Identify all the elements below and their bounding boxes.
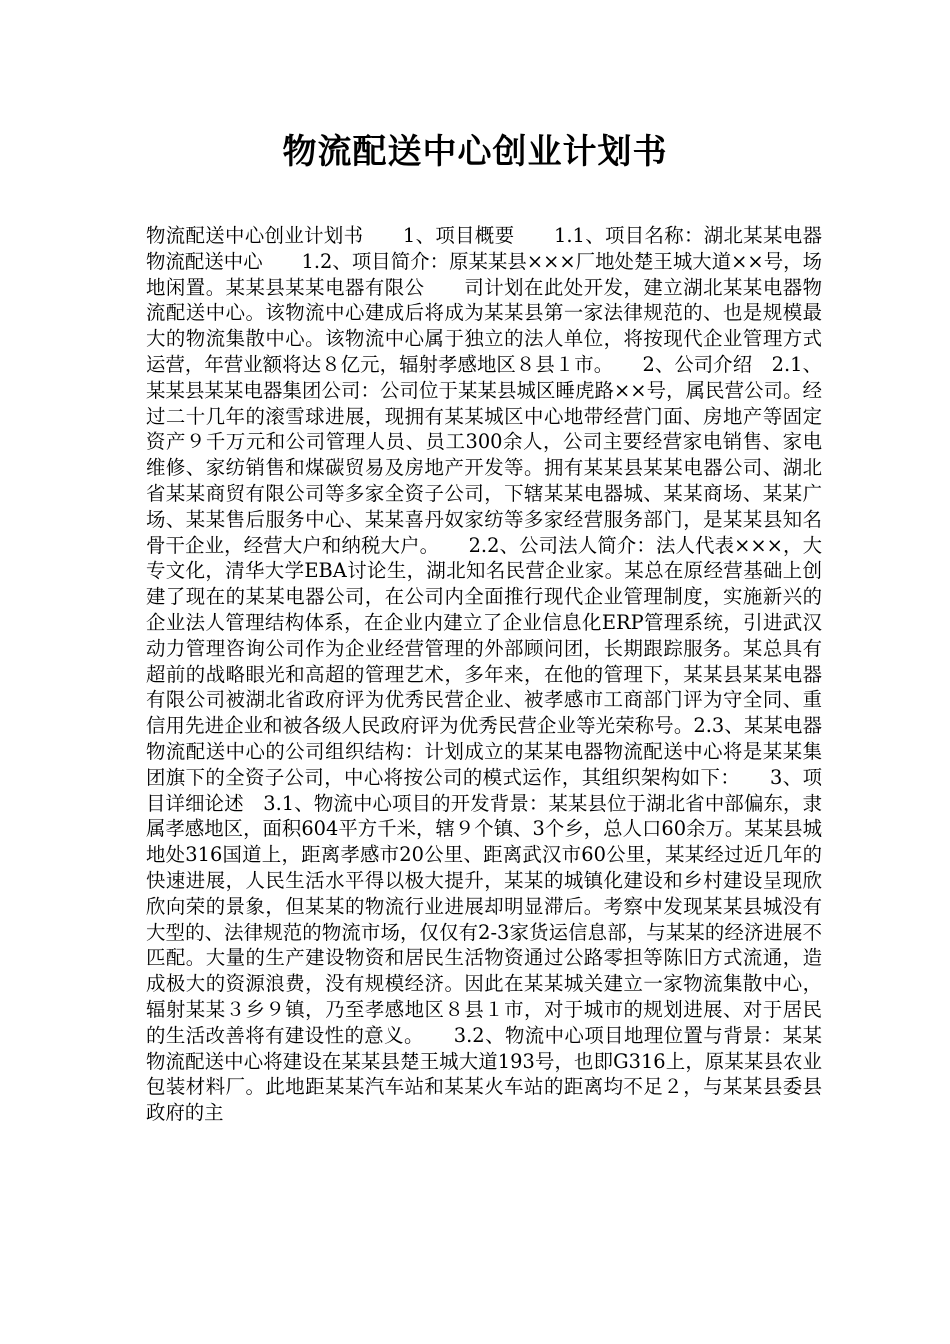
document-title: 物流配送中心创业计划书 (282, 132, 668, 172)
document-body-text: 物流配送中心创业计划书 1、项目概要 1.1、项目名称：湖北某某电器物流配送中心 1.2、项目简介：原某某县×××厂地处楚王城大道××号，场地闲置。某某县某某电器有限公 司计划在此处开发，建立湖北某某电器物流配送中心。该物流中心建成后将成为某某县第一家法律规范的、也是规模最大的物流集散中心。该物流中心属于独立的法人单位，将按现代企业管理方式运营，年营业额将达８亿元，辐射孝感地区８县１市。 2、公司介绍 2.1、某某县某某电器集团公司：公司位于某某县城区睡虎路××号，属民营公司。经过二十几年的滚雪球进展，现拥有某某城区中心地带经营门面、房地产等固定资产９千万元和公司管理人员、员工300余人，公司主要经营家电销售、家电维修、家纺销售和煤碳贸易及房地产开发等。拥有某某县某某电器公司、湖北省某某商贸有限公司等多家全资子公司，下辖某某电器城、某某商场、某某广场、某某售后服务中心、某某喜丹奴家纺等多家经营服务部门，是某某县知名骨干企业，经营大户和纳税大户。 2.2、公司法人简介：法人代表×××，大专文化，清华大学EBA讨论生，湖北知名民营企业家。某总在原经营基础上创建了现在的某某电器公司，在公司内全面推行现代企业管理制度，实施新兴的企业法人管理结构体系，在企业内建立了企业信息化ERP管理系统，引进武汉动力管理咨询公司作为企业经营管理的外部顾问团，长期跟踪服务。某总具有超前的战略眼光和高超的管理艺术，多年来，在他的管理下，某某县某某电器有限公司被湖北省政府评为优秀民营企业、被孝感市工商部门评为守全同、重信用先进企业和被各级人民政府评为优秀民营企业等光荣称号。2.3、某某电器物流配送中心的公司组织结构：计划成立的某某电器物流配送中心将是某某集团旗下的全资子公司，中心将按公司的模式运作，其组织架构如下： 3、项目详细论述 3.1、物流中心项目的开发背景：某某县位于湖北省中部偏东，隶属孝感地区，面积604平方千米，辖９个镇、3个乡，总人口60余万。某某县城地处316国道上，距离孝感市20公里、距离武汉市60公里，某某经过近几年的快速进展，人民生活水平得以极大提升，某某的城镇化建设和乡村建设呈现欣欣向荣的景象，但某某的物流行业进展却明显滞后。考察中发现某某县城没有大型的、法律规范的物流市场，仅仅有2-3家货运信息部，与某某的经济进展不匹配。大量的生产建设物资和居民生活物资通过公路零担等陈旧方式流通，造成极大的资源浪费，没有规模经济。因此在某某城关建立一家物流集散中心，辐射某某３乡９镇，乃至孝感地区８县１市，对于城市的规划进展、对于居民的生活改善将有建设性的意义。 3.2、物流中心项目地理位置与背景：某某物流配送中心将建设在某某县楚王城大道193号，也即G316上，原某某县农业包装材料厂。此地距某某汽车站和某某火车站的距离均不足２，与某某县委县政府的主 (146, 224, 822, 1125)
